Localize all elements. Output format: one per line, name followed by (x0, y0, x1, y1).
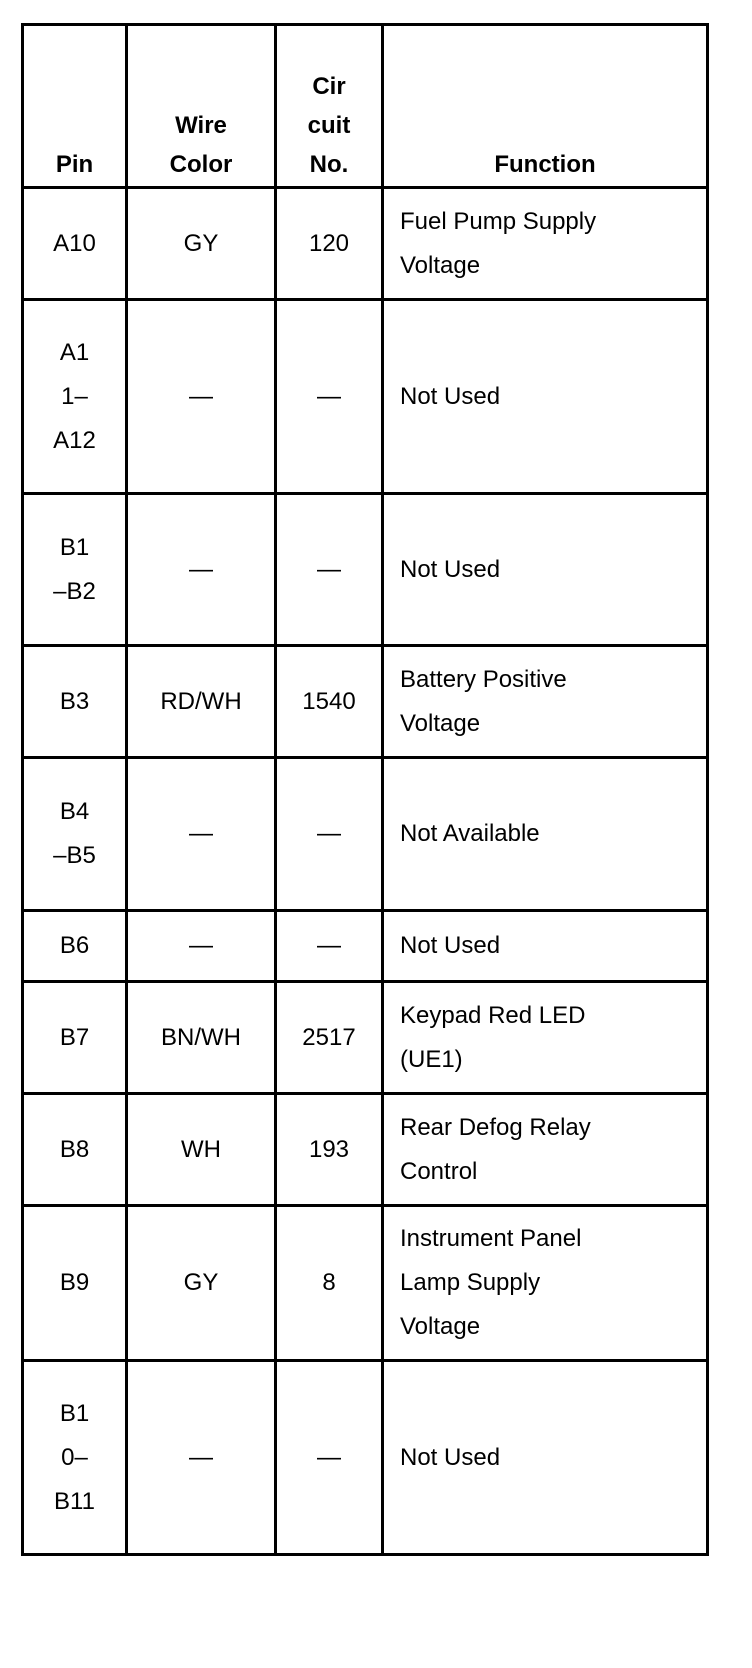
wire-color-cell: BN/WH (127, 982, 276, 1094)
table-row (23, 646, 708, 758)
function-cell: Not Used (383, 300, 708, 494)
function-cell: Not Available (383, 758, 708, 911)
table-row (23, 911, 708, 982)
function-cell: Battery Positive Voltage (383, 646, 708, 758)
circuit-number-cell: 120 (276, 188, 383, 300)
wire-color-cell: — (127, 758, 276, 911)
function-cell: Rear Defog Relay Control (383, 1094, 708, 1206)
table-row (23, 300, 708, 494)
wire-color-cell: WH (127, 1094, 276, 1206)
wire-color-cell: — (127, 300, 276, 494)
pin-cell: B7 (23, 982, 127, 1094)
function-cell: Not Used (383, 1361, 708, 1555)
header-function: Function (383, 25, 708, 188)
circuit-number-cell: 193 (276, 1094, 383, 1206)
header-pin: Pin (23, 25, 127, 188)
circuit-number-cell: 8 (276, 1206, 383, 1361)
wire-color-cell: RD/WH (127, 646, 276, 758)
table-row (23, 494, 708, 646)
wire-color-cell: — (127, 1361, 276, 1555)
circuit-number-cell: — (276, 300, 383, 494)
header-wire-color: Wire Color (127, 25, 276, 188)
function-cell: Not Used (383, 911, 708, 982)
header-row (23, 25, 708, 188)
function-cell: Fuel Pump Supply Voltage (383, 188, 708, 300)
header-circuit-number: Cir cuit No. (276, 25, 383, 188)
pin-cell: B6 (23, 911, 127, 982)
table-row (23, 758, 708, 911)
pin-cell: B3 (23, 646, 127, 758)
circuit-number-cell: — (276, 1361, 383, 1555)
pin-cell: B8 (23, 1094, 127, 1206)
connector-pinout-table (21, 23, 709, 1556)
table-row (23, 982, 708, 1094)
wire-color-cell: — (127, 911, 276, 982)
table-row (23, 1361, 708, 1555)
function-cell: Keypad Red LED (UE1) (383, 982, 708, 1094)
circuit-number-cell: 1540 (276, 646, 383, 758)
pin-cell: B9 (23, 1206, 127, 1361)
pin-cell: B1 0– B11 (23, 1361, 127, 1555)
pin-cell: A1 1– A12 (23, 300, 127, 494)
function-cell: Not Used (383, 494, 708, 646)
wire-color-cell: — (127, 494, 276, 646)
circuit-number-cell: — (276, 758, 383, 911)
function-cell: Instrument Panel Lamp Supply Voltage (383, 1206, 708, 1361)
pin-cell: B1 –B2 (23, 494, 127, 646)
pin-cell: B4 –B5 (23, 758, 127, 911)
pin-cell: A10 (23, 188, 127, 300)
table-row (23, 188, 708, 300)
circuit-number-cell: — (276, 494, 383, 646)
table-row (23, 1094, 708, 1206)
circuit-number-cell: 2517 (276, 982, 383, 1094)
wire-color-cell: GY (127, 188, 276, 300)
wire-color-cell: GY (127, 1206, 276, 1361)
circuit-number-cell: — (276, 911, 383, 982)
table-row (23, 1206, 708, 1361)
